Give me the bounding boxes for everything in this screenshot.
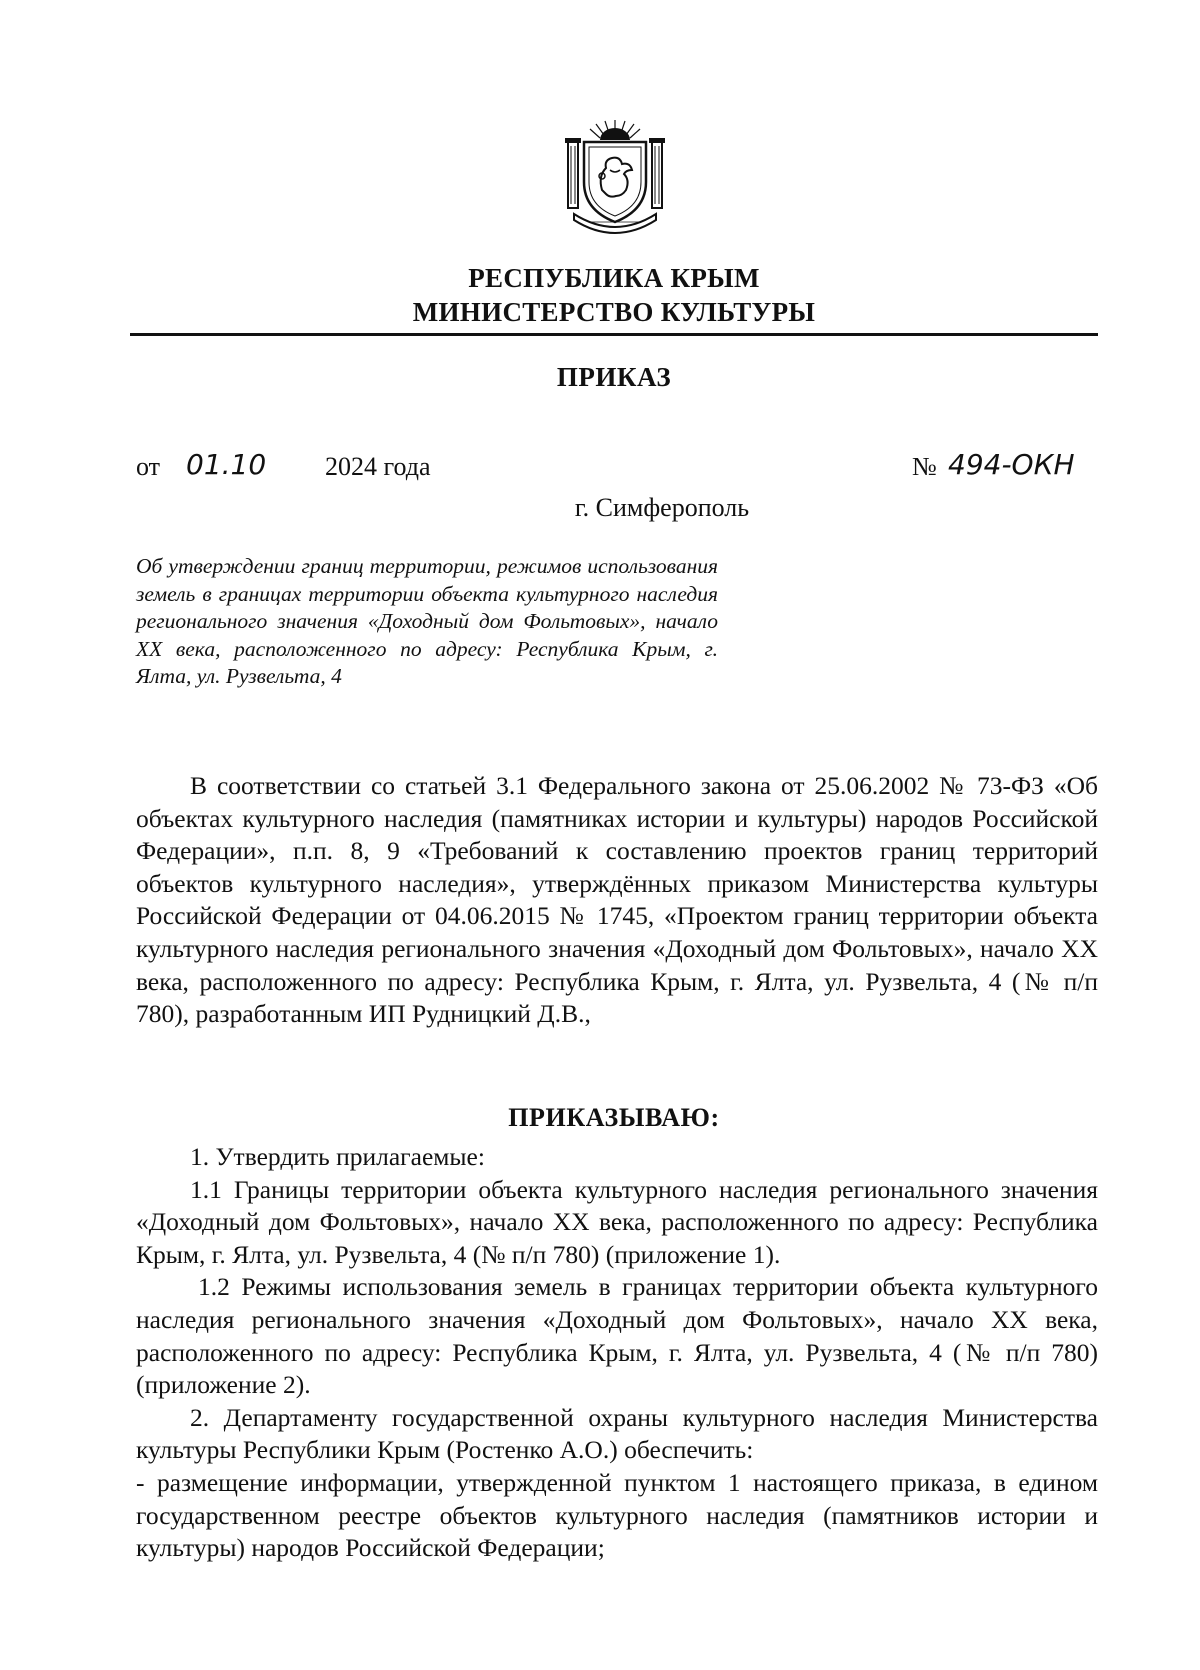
date-year: 2024 года (325, 452, 431, 481)
number-handwritten: 494-ОКН (948, 448, 1075, 481)
number-prefix: № (912, 452, 937, 481)
republic-heading: РЕСПУБЛИКА КРЫМ (468, 263, 760, 293)
document-title: ПРИКАЗ (556, 362, 672, 392)
item-1-2: 1.2 Режимы использования земель в границах территории объекта культурного наследия регионального значения «Доходный дом Фольтовых», начало XX века, расположенного по адресу: Республика Крым, г. Ялта, ул. Рузвельта, 4 (№ п/п 780) (приложение 2). (136, 1272, 1098, 1400)
item-1-1: 1.1 Границы территории объекта культурного наследия регионального значения «Доходный дом Фольтовых», начало XX века, расположенного по адресу: Республика Крым, г. Ялта, ул. Рузвельта, 4 (№ п/п 780) (приложение 1). (136, 1174, 1098, 1269)
city: г. Симферополь (574, 493, 750, 522)
item-2: 2. Департаменту государственной охраны культурного наследия Министерства культуры Республики Крым (Ростенко А.О.) обеспечить: (136, 1402, 1098, 1465)
document-subject: Об утверждении границ территории, режимов использования земель в границах территории объекта культурного наследия регионального значения «Доходный дом Фольтовых», начало XX века, расположенного по адресу: Республика Крым, г. Ялта, ул. Рузвельта, 4 (136, 554, 718, 688)
order-verb: ПРИКАЗЫВАЮ: (508, 1103, 720, 1132)
date-handwritten: 01.10 (186, 448, 267, 481)
item-1: 1. Утвердить прилагаемые: (190, 1142, 485, 1171)
item-2-dash: - размещение информации, утвержденной пунктом 1 настоящего приказа, в едином государственном реестре объектов культурного наследия (памятников истории и культуры) народов Российской Федерации; (136, 1467, 1098, 1563)
preamble-paragraph: В соответствии со статьей 3.1 Федерального закона от 25.06.2002 № 73-ФЗ «Об объектах культурного наследия (памятниках истории и культуры) народов Российской Федерации», п.п. 8, 9 «Требований к составлению проектов границ территорий объектов культурного наследия», утверждённых приказом Министерства культуры Российской Федерации от 04.06.2015 № 1745, «Проектом границ территории объекта культурного наследия регионального значения «Доходный дом Фольтовых», начало XX века, расположенного по адресу: Республика Крым, г. Ялта, ул. Рузвельта, 4 (№ п/п 780), разработанным ИП Рудницкий Д.В., (136, 771, 1098, 1029)
order-items (136, 1141, 1098, 1565)
crimea-coat-of-arms-icon (560, 118, 670, 236)
header-divider (130, 333, 1098, 336)
date-prefix: от (136, 452, 161, 481)
ministry-heading: МИНИСТЕРСТВО КУЛЬТУРЫ (412, 297, 816, 327)
